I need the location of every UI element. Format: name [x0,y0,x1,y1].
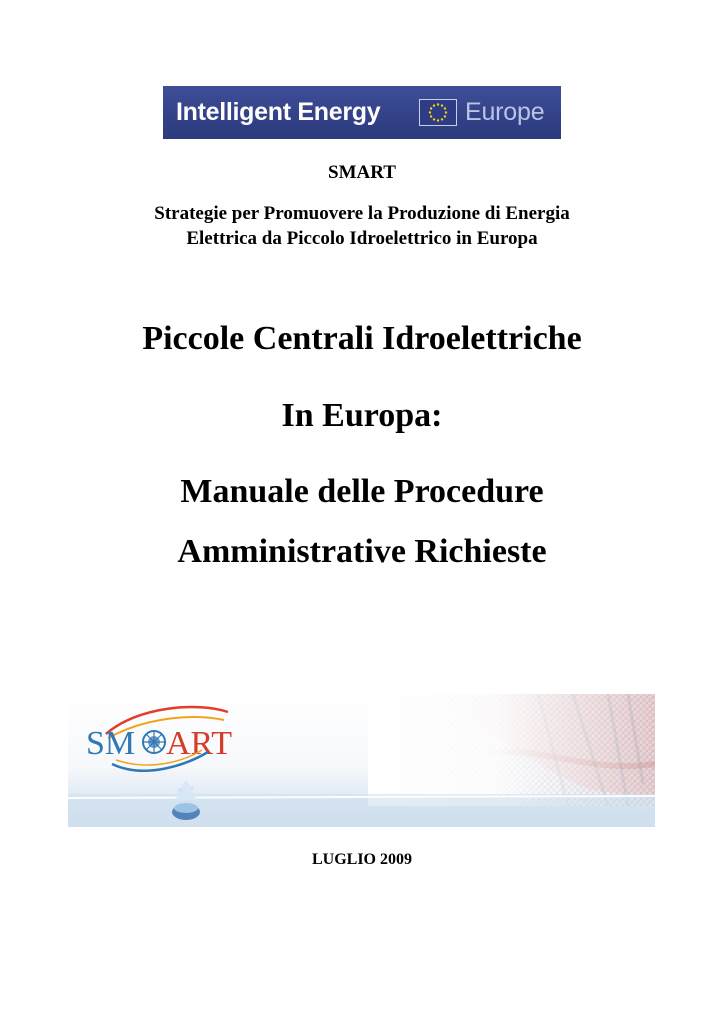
smart-logo [86,707,232,771]
smart-project-banner [68,694,655,827]
project-acronym: SMART [328,162,396,183]
logo-text-intelligent-energy: Intelligent Energy [176,98,381,126]
decorative-texture [368,694,655,806]
publication-date: LUGLIO 2009 [311,851,412,868]
water-surface [68,794,655,827]
smart-logo-art: ART [166,725,232,762]
eu-flag-icon [419,99,457,126]
document-title-line-1: Piccole Centrali Idroelettriche [142,320,582,357]
intelligent-energy-europe-logo [163,86,561,139]
logo-text-europe: Europe [465,98,545,126]
project-subtitle-line-2: Elettrica da Piccolo Idroelettrico in Europa [186,228,538,249]
water-drop-icon [172,780,200,820]
document-title-line-3: Manuale delle Procedure [180,473,544,510]
project-subtitle-line-1: Strategie per Promuovere la Produzione di Energia [154,203,570,224]
document-title-line-2: In Europa: [281,397,443,434]
smart-logo-sm: SM [86,725,136,762]
document-title-line-4: Amministrative Richieste [177,533,547,570]
